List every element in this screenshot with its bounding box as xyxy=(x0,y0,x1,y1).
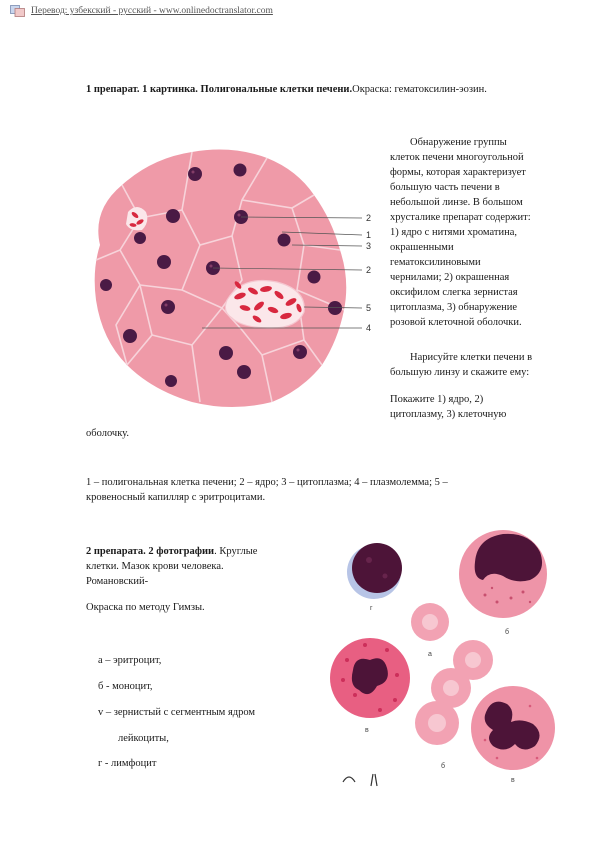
description-line: клеток печени многоугольной xyxy=(390,152,524,163)
section2-item-v-cont: лейкоциты, xyxy=(118,733,169,744)
legend-line: кровеносный капилляр с эритроцитами. xyxy=(86,492,266,503)
description-line: большую часть печени в xyxy=(390,182,500,193)
section1-task xyxy=(390,350,532,380)
description-line: оксифилом слегка зернистая xyxy=(390,287,518,298)
section1-show xyxy=(390,392,506,422)
label-g: г xyxy=(370,605,373,612)
translator-link[interactable]: Перевод: узбекский - русский - www.onlinedoctranslator.com xyxy=(31,6,273,16)
translator-bar xyxy=(10,3,273,19)
translator-icon xyxy=(10,5,25,17)
description-line: небольшой линзе. В большом xyxy=(390,197,523,208)
task-line: большую линзу и скажите ему: xyxy=(390,367,530,378)
description-line: чернилами; 2) окрашенная xyxy=(390,272,510,283)
description-line: розовой клеточной оболочки. xyxy=(390,317,522,328)
section1-description xyxy=(390,135,531,330)
description-line: хрусталике препарат содержит: xyxy=(390,212,531,223)
description-line: формы, которая характеризует xyxy=(390,167,526,178)
monocyte xyxy=(459,530,547,618)
description-line: окрашенными xyxy=(390,242,454,253)
fig1-label-2: 2 xyxy=(366,213,372,223)
description-line: 1) ядро с нитями хроматина, xyxy=(390,227,517,238)
label-b2: б xyxy=(441,763,446,770)
section2-item-g: г - лимфоцит xyxy=(98,758,157,769)
lymphocyte xyxy=(347,543,402,599)
label-a: а xyxy=(428,651,432,658)
label-b: б xyxy=(505,629,510,636)
fig1-label-5: 5 xyxy=(366,303,372,313)
section2-item-v: v – зернистый с сегментным ядром xyxy=(98,707,256,718)
show-line: Покажите 1) ядро, 2) xyxy=(390,394,484,405)
small-marks xyxy=(343,774,377,786)
section1-title-bold: 1 препарат. 1 картинка. Полигональные клетки печени. xyxy=(86,84,353,95)
section2-title xyxy=(86,544,257,589)
neutrophil xyxy=(471,686,555,770)
fig1-label-1: 1 xyxy=(366,230,372,240)
section2-title-line: Романовский- xyxy=(86,576,149,587)
section1-title-rest: Окраска: гематоксилин-эозин. xyxy=(352,84,487,95)
show-line: цитоплазму, 3) клеточную xyxy=(390,409,507,420)
description-line: цитоплазма, 3) обнаружение xyxy=(390,302,518,313)
section2-title-bold: 2 препарата. 2 фотографии xyxy=(86,546,215,557)
section1-title xyxy=(86,82,487,97)
task-line: Нарисуйте клетки печени в xyxy=(410,352,533,363)
section2-title-line: клетки. Мазок крови человека. xyxy=(86,561,224,572)
section2-item-b: б - моноцит, xyxy=(98,681,153,692)
liver-cells-figure xyxy=(82,140,384,412)
blood-cells-figure xyxy=(325,510,575,800)
fig1-label-4: 4 xyxy=(366,323,372,333)
section2-stain: Окраска по методу Гимзы. xyxy=(86,602,205,613)
fig1-label-3: 3 xyxy=(366,241,372,251)
section1-show-tail: оболочку. xyxy=(86,428,129,439)
figure1-labels xyxy=(366,213,371,333)
label-v2: в xyxy=(511,777,515,784)
label-v: в xyxy=(365,727,369,734)
description-line: Обнаружение группы xyxy=(410,137,507,148)
section2-item-a: а – эритроцит, xyxy=(98,655,162,666)
legend-line: 1 – полигональная клетка печени; 2 – ядро; 3 – цитоплазма; 4 – плазмолемма; 5 – xyxy=(86,477,448,488)
fig1-label-2b: 2 xyxy=(366,265,372,275)
description-line: гематоксилиновыми xyxy=(390,257,481,268)
granulocyte-left xyxy=(330,638,410,718)
section2-title-rest: . Круглые xyxy=(214,546,258,557)
section1-legend xyxy=(86,475,448,505)
